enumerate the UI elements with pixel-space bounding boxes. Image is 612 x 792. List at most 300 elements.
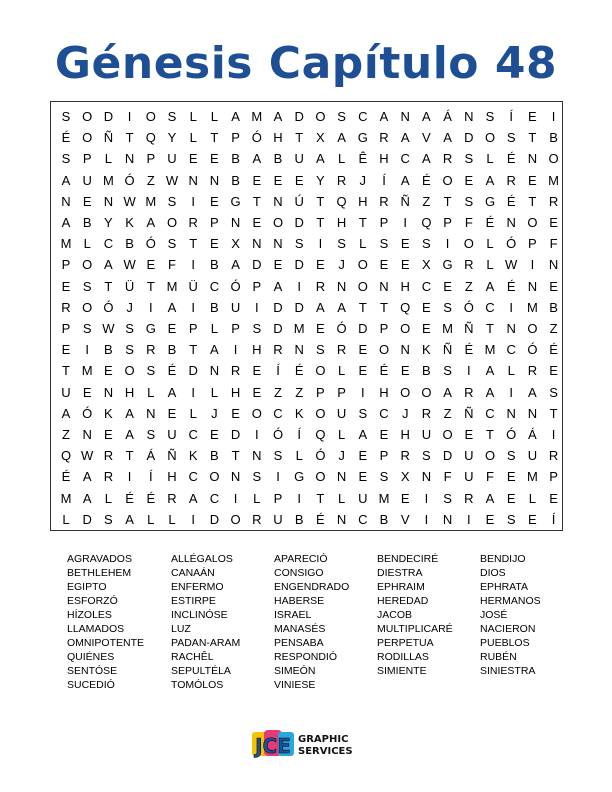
grid-letter: R: [336, 342, 347, 358]
grid-letter: E: [464, 172, 474, 188]
word-list-item: SIMIENTE: [377, 665, 427, 677]
grid-letter: S: [294, 236, 304, 252]
grid-letter: A: [337, 130, 346, 146]
grid-letter: R: [379, 130, 389, 146]
grid-letter: I: [466, 363, 471, 379]
grid-letter: H: [230, 384, 241, 400]
grid-letter: J: [359, 172, 367, 188]
word-list-item: ISRAEL: [274, 609, 312, 621]
grid-letter: P: [188, 321, 198, 336]
grid-letter: E: [443, 278, 452, 294]
page-title: Génesis Capítulo 48: [54, 38, 558, 89]
grid-letter: E: [231, 405, 240, 421]
grid-letter: M: [60, 490, 72, 506]
word-list-item: RUBÉN: [480, 651, 517, 663]
grid-letter: A: [422, 109, 431, 124]
grid-letter: T: [316, 490, 325, 506]
grid-letter: B: [210, 257, 219, 273]
grid-letter: E: [485, 511, 495, 527]
grid-letter: E: [316, 257, 325, 273]
grid-letter: R: [548, 193, 559, 209]
grid-letter: S: [82, 321, 92, 336]
grid-letter: P: [379, 448, 389, 464]
grid-letter: Q: [400, 299, 411, 315]
grid-letter: S: [379, 236, 389, 252]
word-list-item: HÍZOLES: [67, 609, 112, 621]
word-list-item: EGIPTO: [67, 581, 107, 593]
jce-graphic-services-logo: [250, 726, 362, 762]
grid-letter: M: [293, 321, 305, 336]
grid-letter: Ñ: [103, 130, 114, 146]
grid-letter: B: [294, 511, 304, 527]
grid-letter: S: [337, 236, 346, 252]
grid-letter: E: [400, 490, 410, 506]
grid-letter: E: [252, 172, 262, 188]
grid-letter: P: [443, 215, 452, 230]
grid-letter: N: [230, 215, 241, 230]
grid-letter: N: [209, 363, 220, 379]
grid-letter: Á: [443, 109, 452, 124]
grid-letter: F: [443, 469, 452, 485]
logo-line2: SERVICES: [298, 746, 353, 757]
grid-letter: P: [210, 215, 219, 230]
grid-letter: S: [146, 427, 156, 442]
word-list-item: TOMÓLOS: [171, 679, 224, 691]
grid-letter: É: [146, 490, 156, 506]
grid-letter: S: [443, 490, 452, 506]
grid-letter: J: [338, 448, 345, 464]
grid-letter: D: [358, 321, 368, 336]
grid-letter: A: [82, 469, 92, 485]
grid-letter: U: [358, 490, 368, 506]
grid-letter: M: [145, 193, 157, 209]
grid-letter: A: [231, 109, 240, 124]
grid-letter: W: [505, 257, 518, 273]
grid-letter: S: [316, 342, 325, 358]
grid-letter: E: [252, 384, 262, 400]
grid-letter: O: [145, 109, 156, 124]
grid-letter: S: [61, 109, 71, 124]
grid-letter: R: [188, 215, 198, 230]
grid-letter: S: [273, 448, 283, 464]
grid-letter: H: [252, 342, 262, 358]
grid-letter: E: [316, 321, 325, 336]
grid-letter: D: [209, 511, 220, 527]
grid-letter: S: [82, 278, 92, 294]
grid-letter: Ñ: [464, 321, 474, 336]
word-list-item: EPHRATA: [480, 581, 529, 593]
grid-letter: U: [464, 469, 474, 485]
grid-letter: G: [442, 257, 453, 273]
grid-letter: A: [316, 151, 325, 167]
word-list-item: OMNIPOTENTE: [67, 637, 145, 649]
word-list-item: RESPONDIÓ: [274, 651, 338, 663]
grid-letter: A: [337, 299, 346, 315]
grid-letter: É: [506, 278, 516, 294]
grid-letter: W: [123, 193, 136, 209]
grid-letter: H: [336, 215, 347, 230]
grid-letter: K: [422, 342, 431, 358]
grid-letter: I: [127, 109, 132, 124]
word-list-item: ESFORZÓ: [67, 595, 118, 607]
grid-letter: O: [82, 257, 93, 273]
grid-letter: M: [251, 109, 263, 124]
grid-letter: N: [61, 193, 71, 209]
grid-letter: P: [316, 384, 325, 400]
word-list-item: SINIESTRA: [480, 665, 536, 677]
grid-letter: I: [254, 299, 259, 315]
grid-letter: Ó: [463, 299, 474, 315]
grid-letter: M: [81, 363, 93, 379]
grid-letter: N: [124, 151, 135, 167]
grid-letter: I: [424, 490, 429, 506]
grid-letter: E: [358, 342, 368, 358]
grid-letter: N: [506, 405, 516, 421]
grid-letter: F: [549, 236, 558, 252]
grid-letter: T: [443, 193, 452, 209]
grid-letter: N: [188, 172, 198, 188]
grid-letter: R: [61, 299, 71, 315]
grid-letter: L: [507, 363, 515, 379]
grid-letter: I: [233, 490, 238, 506]
grid-letter: É: [167, 363, 177, 379]
grid-letter: N: [548, 257, 559, 273]
grid-letter: L: [253, 490, 261, 506]
grid-letter: Ó: [506, 236, 517, 252]
grid-letter: Ú: [294, 193, 304, 209]
grid-letter: K: [125, 215, 134, 230]
grid-letter: G: [230, 193, 241, 209]
grid-letter: A: [485, 363, 495, 379]
grid-letter: I: [127, 469, 132, 485]
grid-letter: O: [166, 215, 178, 230]
grid-letter: D: [294, 215, 304, 230]
word-list-item: NACIERON: [480, 623, 536, 635]
grid-letter: L: [337, 151, 346, 167]
grid-letter: N: [252, 448, 262, 464]
grid-letter: É: [125, 490, 134, 506]
grid-letter: É: [316, 511, 325, 527]
grid-letter: L: [147, 384, 155, 400]
grid-letter: C: [379, 405, 389, 421]
grid-letter: X: [422, 257, 431, 273]
grid-letter: M: [378, 490, 390, 506]
grid-letter: Y: [316, 172, 325, 188]
word-list-item: ALLÉGALOS: [171, 553, 233, 565]
grid-letter: I: [276, 469, 280, 485]
grid-letter: N: [294, 342, 304, 358]
grid-letter: Z: [295, 384, 304, 400]
grid-letter: O: [124, 363, 135, 379]
grid-letter: U: [336, 405, 347, 421]
grid-letter: L: [210, 109, 218, 124]
grid-letter: Í: [148, 469, 153, 485]
grid-letter: B: [210, 448, 219, 464]
grid-letter: A: [104, 257, 113, 273]
word-list-item: ENFERMO: [171, 581, 224, 593]
grid-letter: R: [548, 448, 559, 464]
grid-letter: J: [126, 299, 133, 315]
grid-letter: O: [315, 405, 326, 421]
grid-letter: O: [484, 448, 496, 464]
grid-letter: C: [358, 109, 368, 124]
grid-letter: E: [400, 363, 410, 379]
grid-letter: Y: [167, 130, 177, 146]
grid-letter: S: [337, 109, 346, 124]
grid-letter: N: [103, 193, 114, 209]
grid-letter: F: [464, 215, 473, 230]
grid-letter: S: [252, 321, 262, 336]
grid-letter: C: [209, 278, 220, 294]
grid-letter: D: [188, 363, 198, 379]
grid-letter: Ñ: [167, 448, 177, 464]
grid-letter: A: [528, 384, 537, 400]
grid-letter: A: [61, 172, 71, 188]
grid-letter: N: [506, 321, 516, 336]
grid-letter: Í: [509, 109, 513, 124]
word-list-item: SIMEÓN: [274, 665, 316, 677]
grid-letter: É: [422, 172, 431, 188]
word-search-grid: [50, 101, 563, 531]
grid-letter: I: [424, 511, 429, 527]
word-list-item: PERPETUA: [377, 637, 434, 649]
grid-letter: O: [527, 215, 538, 230]
grid-letter: R: [167, 490, 177, 506]
grid-letter: E: [358, 363, 368, 379]
grid-letter: S: [379, 469, 389, 485]
grid-letter: D: [294, 299, 304, 315]
word-list-item: PENSABA: [274, 637, 324, 649]
grid-letter: N: [146, 405, 156, 421]
grid-letter: Ó: [336, 321, 347, 336]
word-list-item: DIESTRA: [377, 567, 423, 579]
grid-letter: E: [528, 109, 537, 124]
grid-letter: A: [82, 490, 92, 506]
grid-letter: Í: [551, 511, 556, 527]
grid-letter: S: [422, 448, 431, 464]
grid-letter: L: [486, 151, 494, 167]
grid-letter: Ü: [188, 278, 198, 294]
grid-letter: R: [464, 384, 474, 400]
grid-letter: T: [549, 405, 558, 421]
grid-letter: M: [526, 469, 538, 485]
grid-letter: C: [485, 299, 495, 315]
grid-letter: S: [506, 130, 516, 146]
grid-letter: N: [336, 278, 347, 294]
grid-letter: U: [167, 427, 177, 442]
grid-letter: R: [421, 405, 432, 421]
grid-letter: O: [378, 342, 390, 358]
grid-letter: M: [484, 342, 496, 358]
grid-letter: W: [123, 257, 136, 273]
grid-letter: B: [125, 236, 134, 252]
grid-letter: T: [316, 193, 325, 209]
grid-letter: K: [188, 448, 198, 464]
grid-letter: H: [273, 130, 283, 146]
grid-letter: E: [379, 427, 389, 442]
grid-letter: B: [104, 342, 113, 358]
grid-letter: I: [191, 511, 195, 527]
grid-letter: T: [210, 130, 219, 146]
grid-letter: B: [210, 299, 219, 315]
grid-letter: U: [421, 427, 432, 442]
grid-letter: I: [530, 257, 535, 273]
grid-letter: O: [82, 109, 93, 124]
grid-letter: D: [252, 257, 262, 273]
grid-letter: A: [146, 215, 156, 230]
grid-letter: X: [231, 236, 240, 252]
grid-letter: G: [145, 321, 156, 336]
grid-letter: L: [295, 448, 303, 464]
word-list-item: BENDIJO: [480, 553, 526, 565]
grid-letter: N: [273, 236, 283, 252]
grid-letter: B: [549, 299, 558, 315]
grid-letter: E: [528, 172, 537, 188]
grid-letter: L: [189, 405, 197, 421]
word-list-item: DIOS: [480, 567, 506, 579]
grid-letter: D: [273, 299, 283, 315]
grid-letter: S: [443, 299, 452, 315]
grid-letter: A: [485, 278, 495, 294]
grid-letter: Ñ: [464, 405, 474, 421]
grid-letter: E: [188, 151, 198, 167]
word-list-item: RODILLAS: [377, 651, 429, 663]
grid-letter: L: [337, 427, 346, 442]
grid-letter: P: [379, 321, 389, 336]
grid-letter: M: [60, 236, 72, 252]
grid-letter: L: [359, 236, 367, 252]
grid-letter: S: [443, 363, 452, 379]
grid-letter: M: [526, 299, 538, 315]
grid-letter: E: [358, 469, 368, 485]
word-list-item: SUCEDIÓ: [67, 679, 115, 691]
grid-letter: T: [125, 130, 134, 146]
grid-letter: O: [82, 299, 93, 315]
grid-letter: T: [146, 278, 155, 294]
grid-letter: H: [400, 278, 410, 294]
grid-letter: T: [125, 448, 134, 464]
grid-letter: L: [62, 511, 70, 527]
grid-letter: P: [61, 257, 71, 273]
grid-letter: S: [422, 236, 431, 252]
grid-letter: N: [442, 511, 453, 527]
grid-letter: Q: [60, 448, 72, 464]
grid-letter: O: [463, 236, 474, 252]
grid-letter: S: [506, 511, 516, 527]
grid-letter: T: [231, 448, 240, 464]
grid-letter: É: [506, 193, 516, 209]
grid-letter: É: [61, 469, 71, 485]
grid-letter: B: [231, 151, 240, 167]
grid-letter: E: [379, 257, 389, 273]
grid-letter: A: [125, 405, 134, 421]
grid-letter: G: [357, 130, 368, 146]
grid-letter: Ó: [251, 130, 262, 146]
grid-letter: O: [315, 109, 326, 124]
grid-letter: O: [315, 363, 326, 379]
grid-letter: E: [528, 511, 537, 527]
grid-letter: T: [486, 427, 494, 442]
grid-letter: R: [103, 448, 114, 464]
grid-letter: H: [379, 151, 389, 167]
grid-letter: P: [231, 130, 240, 146]
grid-letter: T: [358, 299, 367, 315]
grid-letter: R: [442, 151, 453, 167]
grid-letter: L: [486, 257, 494, 273]
grid-letter: L: [189, 109, 197, 124]
grid-letter: O: [82, 130, 93, 146]
grid-letter: T: [486, 321, 494, 336]
grid-letter: L: [486, 236, 494, 252]
grid-letter: N: [273, 193, 283, 209]
grid-letter: C: [485, 405, 495, 421]
grid-letter: I: [445, 236, 450, 252]
grid-letter: R: [315, 278, 326, 294]
grid-letter: S: [146, 363, 156, 379]
grid-letter: L: [337, 363, 346, 379]
logo-mark-text: JCE: [255, 734, 291, 758]
grid-letter: F: [168, 257, 176, 273]
grid-letter: Z: [146, 172, 155, 188]
grid-letter: I: [191, 299, 195, 315]
grid-letter: S: [506, 448, 516, 464]
grid-letter: D: [273, 321, 283, 336]
grid-letter: R: [103, 469, 114, 485]
grid-letter: Z: [62, 427, 70, 442]
grid-letter: É: [61, 130, 71, 146]
grid-letter: L: [210, 384, 218, 400]
word-list-item: ESTIRPE: [171, 595, 216, 607]
grid-letter: É: [379, 363, 389, 379]
grid-letter: A: [125, 427, 134, 442]
grid-letter: N: [421, 469, 432, 485]
grid-letter: A: [210, 342, 219, 358]
grid-letter: N: [527, 151, 538, 167]
grid-letter: O: [230, 511, 241, 527]
grid-letter: S: [358, 405, 368, 421]
grid-letter: E: [549, 278, 558, 294]
grid-letter: H: [379, 384, 389, 400]
grid-letter: L: [104, 490, 112, 506]
grid-letter: Ó: [230, 278, 241, 294]
grid-letter: C: [400, 151, 410, 167]
grid-letter: E: [146, 257, 156, 273]
grid-letter: N: [400, 109, 410, 124]
grid-letter: Ñ: [400, 193, 410, 209]
grid-letter: Z: [464, 278, 473, 294]
grid-letter: O: [421, 384, 432, 400]
grid-letter: I: [254, 427, 259, 442]
grid-letter: I: [297, 278, 301, 294]
grid-letter: S: [167, 193, 177, 209]
grid-letter: N: [379, 278, 389, 294]
grid-letter: I: [85, 342, 89, 358]
grid-letter: R: [230, 363, 241, 379]
grid-letter: C: [188, 469, 198, 485]
word-list-item: INCLINÓSE: [171, 609, 228, 621]
grid-letter: O: [527, 321, 538, 336]
grid-letter: E: [549, 490, 558, 506]
grid-letter: N: [336, 469, 347, 485]
grid-letter: C: [273, 405, 283, 421]
grid-letter: O: [357, 278, 368, 294]
grid-letter: A: [167, 384, 177, 400]
grid-letter: M: [166, 278, 178, 294]
grid-letter: D: [294, 257, 304, 273]
grid-letter: Ó: [82, 405, 93, 421]
grid-letter: Q: [336, 193, 347, 209]
grid-letter: T: [189, 236, 198, 252]
